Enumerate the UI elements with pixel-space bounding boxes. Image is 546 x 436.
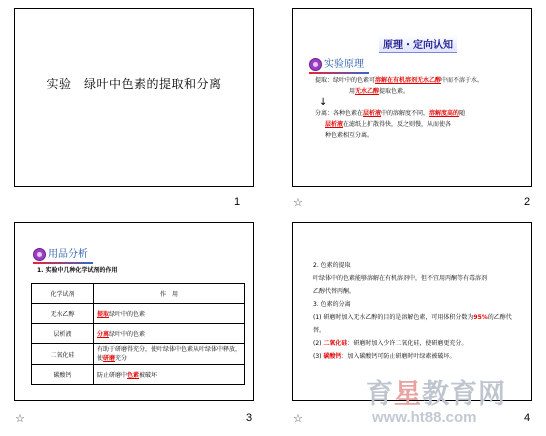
highlight-text: 分离 — [97, 331, 110, 338]
table-row — [32, 304, 245, 324]
table-header-row — [32, 284, 245, 304]
reagent-use — [94, 304, 245, 324]
page-number: 4 — [524, 412, 531, 424]
highlight-text: 碳酸钙 — [323, 353, 342, 360]
notes-line: 3. 色素的分离 — [313, 301, 351, 308]
highlight-text: 溶解在有机溶剂无水乙醇 — [375, 77, 442, 84]
text-span: 分离：各种色素在 — [315, 110, 364, 117]
notes-line: (3) 碳酸钙：加入碳酸钙可防止研磨时叶绿素被破坏。 — [313, 353, 456, 360]
text-span: 随 — [459, 110, 466, 117]
highlight-text: 无水乙醇 — [355, 88, 380, 95]
notes-line: 2. 色素的提取 — [313, 262, 351, 269]
page-number: 3 — [246, 412, 253, 424]
highlight-text: 研磨 — [103, 355, 116, 362]
text-span: 提取色素。 — [379, 88, 410, 95]
watermark-logo — [366, 372, 506, 411]
watermark-text: 星 — [394, 379, 422, 410]
slide-banner: 原理・定向认知 — [379, 35, 457, 53]
highlight-text: 层析液 — [363, 110, 382, 117]
reagent-name: 层析液 — [32, 324, 94, 344]
page-number: 2 — [524, 196, 531, 208]
text-span: 提取：绿叶中的色素可 — [315, 77, 376, 84]
slide-1[interactable] — [14, 8, 254, 187]
slide-title: 实验 绿叶中色素的提取和分离 — [46, 77, 222, 91]
table-row — [32, 344, 245, 365]
watermark-text: 教育网 — [422, 379, 506, 410]
notes-line: 乙醇代替丙酮。 — [313, 288, 356, 295]
header-cell: 化学试剂 — [32, 284, 94, 304]
table-row — [32, 365, 245, 385]
text-span: 有助于研磨得充分，使叶绿体中色素从叶绿体中释放，使 — [97, 346, 242, 362]
notes-line: (1) 研磨时加入无水乙醇的目的是溶解色素，可用体积分数为95%的乙醇代替。 — [313, 314, 512, 334]
arrow-down-icon: ↓ — [319, 97, 328, 108]
principle-separate — [315, 108, 525, 141]
highlight-text: 95% — [473, 314, 488, 321]
text-span: 被破坏 — [139, 372, 158, 379]
highlight-text: 二氧化硅 — [323, 340, 348, 347]
star-icon: ☆ — [15, 412, 25, 425]
text-span: 充分 — [115, 355, 128, 362]
notes-text — [313, 259, 523, 363]
highlight-text: 色素 — [127, 372, 140, 379]
text-span: 用 — [349, 88, 356, 95]
reagent-table — [31, 283, 245, 385]
notes-line: 叶绿体中的色素能够溶解在有机溶剂中，但不宜用丙酮等有毒溶剂 — [313, 275, 488, 282]
slide-3[interactable] — [14, 222, 254, 401]
text-span: 绿叶中的色素 — [109, 331, 146, 338]
reagent-use — [94, 365, 245, 385]
section-label: 用品分析 — [48, 249, 88, 260]
reagent-name: 二氧化硅 — [32, 344, 94, 365]
page-number: 1 — [234, 196, 241, 208]
highlight-text: 溶解度高的 — [429, 110, 460, 117]
text-span: 防止研磨中 — [97, 372, 128, 379]
reagent-use — [94, 324, 245, 344]
swoosh-decoration — [33, 262, 93, 264]
table-row — [32, 324, 245, 344]
principle-extract — [315, 75, 525, 97]
bullet-ball-icon — [309, 58, 322, 71]
header-cell: 作 用 — [94, 284, 245, 304]
slide-2[interactable] — [292, 8, 532, 187]
reagent-use — [94, 344, 245, 365]
table-caption: 1. 实验中几种化学试剂的作用 — [37, 267, 118, 274]
reagent-name: 无水乙醇 — [32, 304, 94, 324]
star-icon: ☆ — [293, 412, 303, 425]
swoosh-decoration — [309, 72, 369, 74]
section-heading — [309, 55, 369, 74]
bullet-ball-icon — [33, 248, 46, 261]
text-span: 在滤纸上扩散得快，反之则慢，从而使各 — [343, 121, 452, 128]
text-span: 绿叶中的色素 — [109, 311, 146, 318]
section-heading — [33, 245, 93, 264]
text-span: 中而不溶于水。 — [441, 77, 484, 84]
notes-line: (2) 二氧化硅：研磨时加入少许二氧化硅，使研磨更充分。 — [313, 340, 468, 347]
highlight-text: 提取 — [97, 311, 110, 318]
text-span: 中的溶解度不同， — [381, 110, 430, 117]
star-icon: ☆ — [293, 196, 303, 209]
section-label: 实验原理 — [324, 59, 364, 70]
highlight-text: 层析液 — [325, 121, 344, 128]
reagent-name: 碳酸钙 — [32, 365, 94, 385]
watermark-text: 育 — [366, 379, 394, 410]
watermark-url: www.ht88.com — [372, 409, 477, 426]
text-span: 种色素相互分离。 — [325, 132, 374, 139]
